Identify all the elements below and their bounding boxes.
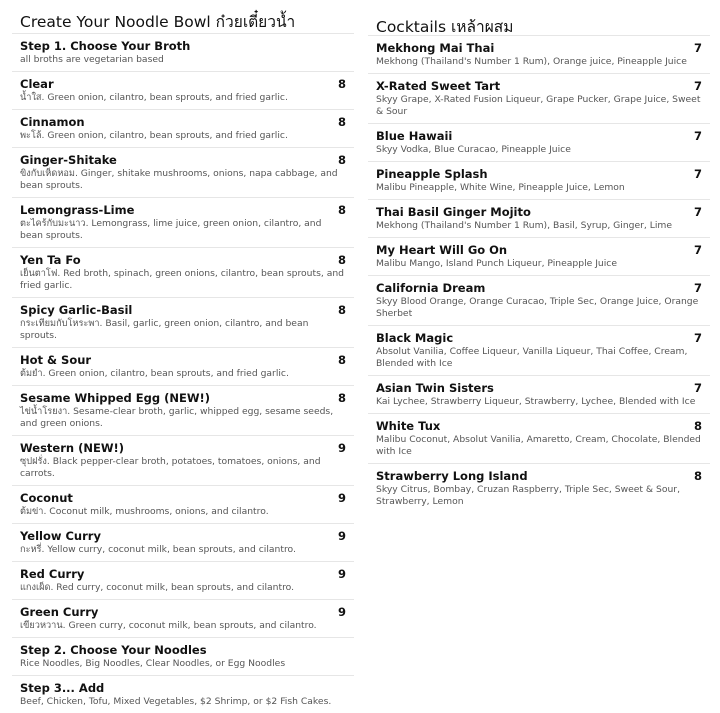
item-price: 9 (337, 441, 346, 455)
item-description: Kai Lychee, Strawberry Liqueur, Strawberry, Lychee, Blended with Ice (376, 396, 696, 407)
item-price: 8 (337, 353, 346, 367)
item-description: Malibu Pineapple, White Wine, Pineapple Juice, Lemon (376, 182, 625, 193)
item-name: Pineapple Splash (376, 167, 488, 181)
item-description: ต้มข่า. Coconut milk, mushrooms, onions, and cilantro. (20, 506, 269, 517)
broth-item (12, 385, 354, 435)
noodle-section-title: Create Your Noodle Bowl ก๋วยเตี๋ยวน้ำ (20, 13, 296, 31)
step-name: Step 1. Choose Your Broth (20, 39, 191, 53)
cocktail-item (368, 325, 710, 375)
item-name: Asian Twin Sisters (376, 381, 494, 395)
broth-item (12, 197, 354, 247)
item-description: Mekhong (Thailand's Number 1 Rum), Basil, Syrup, Ginger, Lime (376, 220, 673, 231)
item-description: ไข่น้ำโรยงา. Sesame-clear broth, garlic, whipped egg, sesame seeds, and green onions. (20, 406, 334, 429)
cocktail-list (368, 35, 710, 513)
item-price: 7 (693, 281, 702, 295)
item-name: Western (NEW!) (20, 441, 124, 455)
item-description: พะโล้. Green onion, cilantro, bean sprouts, and fried garlic. (20, 130, 288, 141)
broth-item (12, 435, 354, 485)
item-description: Malibu Mango, Island Punch Liqueur, Pineapple Juice (376, 258, 617, 269)
item-price: 8 (337, 77, 346, 91)
broth-item (12, 347, 354, 385)
cocktail-item (368, 199, 710, 237)
item-price: 8 (693, 469, 702, 483)
item-name: X-Rated Sweet Tart (376, 79, 501, 93)
item-description: กระเทียมกับโหระพา. Basil, garlic, green onion, cilantro, and bean sprouts. (20, 318, 309, 341)
item-name: Yellow Curry (20, 529, 101, 543)
item-name: Ginger-Shitake (20, 153, 117, 167)
item-price: 7 (693, 331, 702, 345)
item-name: Yen Ta Fo (20, 253, 81, 267)
broth-item (12, 523, 354, 561)
item-name: Red Curry (20, 567, 85, 581)
cocktail-item (368, 463, 710, 513)
item-name: Spicy Garlic-Basil (20, 303, 133, 317)
item-price: 7 (693, 129, 702, 143)
cocktail-item (368, 161, 710, 199)
broth-item (12, 71, 354, 109)
cocktail-item (368, 275, 710, 325)
item-name: Green Curry (20, 605, 99, 619)
item-price: 9 (337, 605, 346, 619)
step-3-header (12, 675, 354, 713)
item-price: 7 (693, 167, 702, 181)
broth-list (12, 71, 354, 637)
item-description: Absolut Vanilia, Coffee Liqueur, Vanilla Liqueur, Thai Coffee, Cream, Blended with Ice (376, 346, 688, 369)
cocktail-item (368, 375, 710, 413)
item-price: 8 (693, 419, 702, 433)
item-price: 7 (693, 41, 702, 55)
step-name: Step 2. Choose Your Noodles (20, 643, 207, 657)
broth-item (12, 485, 354, 523)
item-price: 8 (337, 203, 346, 217)
item-description: Skyy Citrus, Bombay, Cruzan Raspberry, Triple Sec, Sweet & Sour, Strawberry, Lemon (376, 484, 680, 507)
cocktail-item (368, 73, 710, 123)
item-name: Strawberry Long Island (376, 469, 528, 483)
item-price: 9 (337, 529, 346, 543)
item-name: Blue Hawaii (376, 129, 453, 143)
item-description: ขิงกับเห็ดหอม. Ginger, shitake mushrooms, onions, napa cabbage, and bean sprouts. (20, 168, 338, 191)
item-price: 8 (337, 153, 346, 167)
item-description: Mekhong (Thailand's Number 1 Rum), Orange juice, Pineapple Juice (376, 56, 687, 67)
step-desc: Rice Noodles, Big Noodles, Clear Noodles, or Egg Noodles (20, 658, 286, 669)
item-name: Black Magic (376, 331, 454, 345)
item-description: ต้มยำ. Green onion, cilantro, bean sprouts, and fried garlic. (20, 368, 289, 379)
cocktail-item (368, 123, 710, 161)
item-name: Hot & Sour (20, 353, 92, 367)
item-name: Cinnamon (20, 115, 85, 129)
broth-item (12, 247, 354, 297)
item-name: Lemongrass-Lime (20, 203, 135, 217)
item-price: 7 (693, 243, 702, 257)
item-description: Skyy Grape, X-Rated Fusion Liqueur, Grape Pucker, Grape Juice, Sweet & Sour (376, 94, 701, 117)
item-description: กะหรี่. Yellow curry, coconut milk, bean sprouts, and cilantro. (20, 544, 296, 555)
item-price: 9 (337, 491, 346, 505)
item-price: 8 (337, 391, 346, 405)
step-name: Step 3... Add (20, 681, 105, 695)
item-name: California Dream (376, 281, 486, 295)
cocktail-item (368, 413, 710, 463)
step-desc: all broths are vegetarian based (20, 54, 164, 65)
step-1-header (12, 33, 354, 71)
noodle-bowl-section (12, 0, 354, 713)
item-description: Skyy Vodka, Blue Curacao, Pineapple Juice (376, 144, 571, 155)
broth-item (12, 147, 354, 197)
step-desc: Beef, Chicken, Tofu, Mixed Vegetables, $2 Shrimp, or $2 Fish Cakes. (20, 696, 332, 707)
broth-item (12, 109, 354, 147)
item-description: แกงเผ็ด. Red curry, coconut milk, bean sprouts, and cilantro. (20, 582, 295, 593)
item-description: Malibu Coconut, Absolut Vanilia, Amaretto, Cream, Chocolate, Blended with Ice (376, 434, 701, 457)
item-name: Thai Basil Ginger Mojito (376, 205, 531, 219)
item-name: White Tux (376, 419, 441, 433)
item-price: 7 (693, 79, 702, 93)
item-price: 8 (337, 303, 346, 317)
cocktails-section (368, 0, 710, 513)
broth-item (12, 561, 354, 599)
item-price: 7 (693, 381, 702, 395)
item-name: Mekhong Mai Thai (376, 41, 495, 55)
cocktail-item (368, 35, 710, 73)
broth-item (12, 599, 354, 637)
item-price: 8 (337, 253, 346, 267)
item-name: My Heart Will Go On (376, 243, 508, 257)
item-price: 9 (337, 567, 346, 581)
cocktail-item (368, 237, 710, 275)
item-description: เขียวหวาน. Green curry, coconut milk, bean sprouts, and cilantro. (20, 620, 317, 631)
broth-item (12, 297, 354, 347)
step-2-header (12, 637, 354, 675)
item-description: Skyy Blood Orange, Orange Curacao, Triple Sec, Orange Juice, Orange Sherbet (376, 296, 699, 319)
cocktails-section-title: Cocktails เหล้าผสม (376, 18, 514, 36)
item-description: ซุปฝรั่ง. Black pepper-clear broth, potatoes, tomatoes, onions, and carrots. (20, 456, 321, 479)
item-price: 7 (693, 205, 702, 219)
item-name: Clear (20, 77, 54, 91)
item-description: น้ำใส. Green onion, cilantro, bean sprouts, and fried garlic. (20, 92, 288, 103)
item-description: เย็นตาโฟ. Red broth, spinach, green onions, cilantro, bean sprouts, and fried garlic. (20, 268, 345, 291)
item-description: ตะไคร้กับมะนาว. Lemongrass, lime juice, green onion, cilantro, and bean sprouts. (20, 218, 322, 241)
item-name: Sesame Whipped Egg (NEW!) (20, 391, 211, 405)
item-name: Coconut (20, 491, 73, 505)
item-price: 8 (337, 115, 346, 129)
